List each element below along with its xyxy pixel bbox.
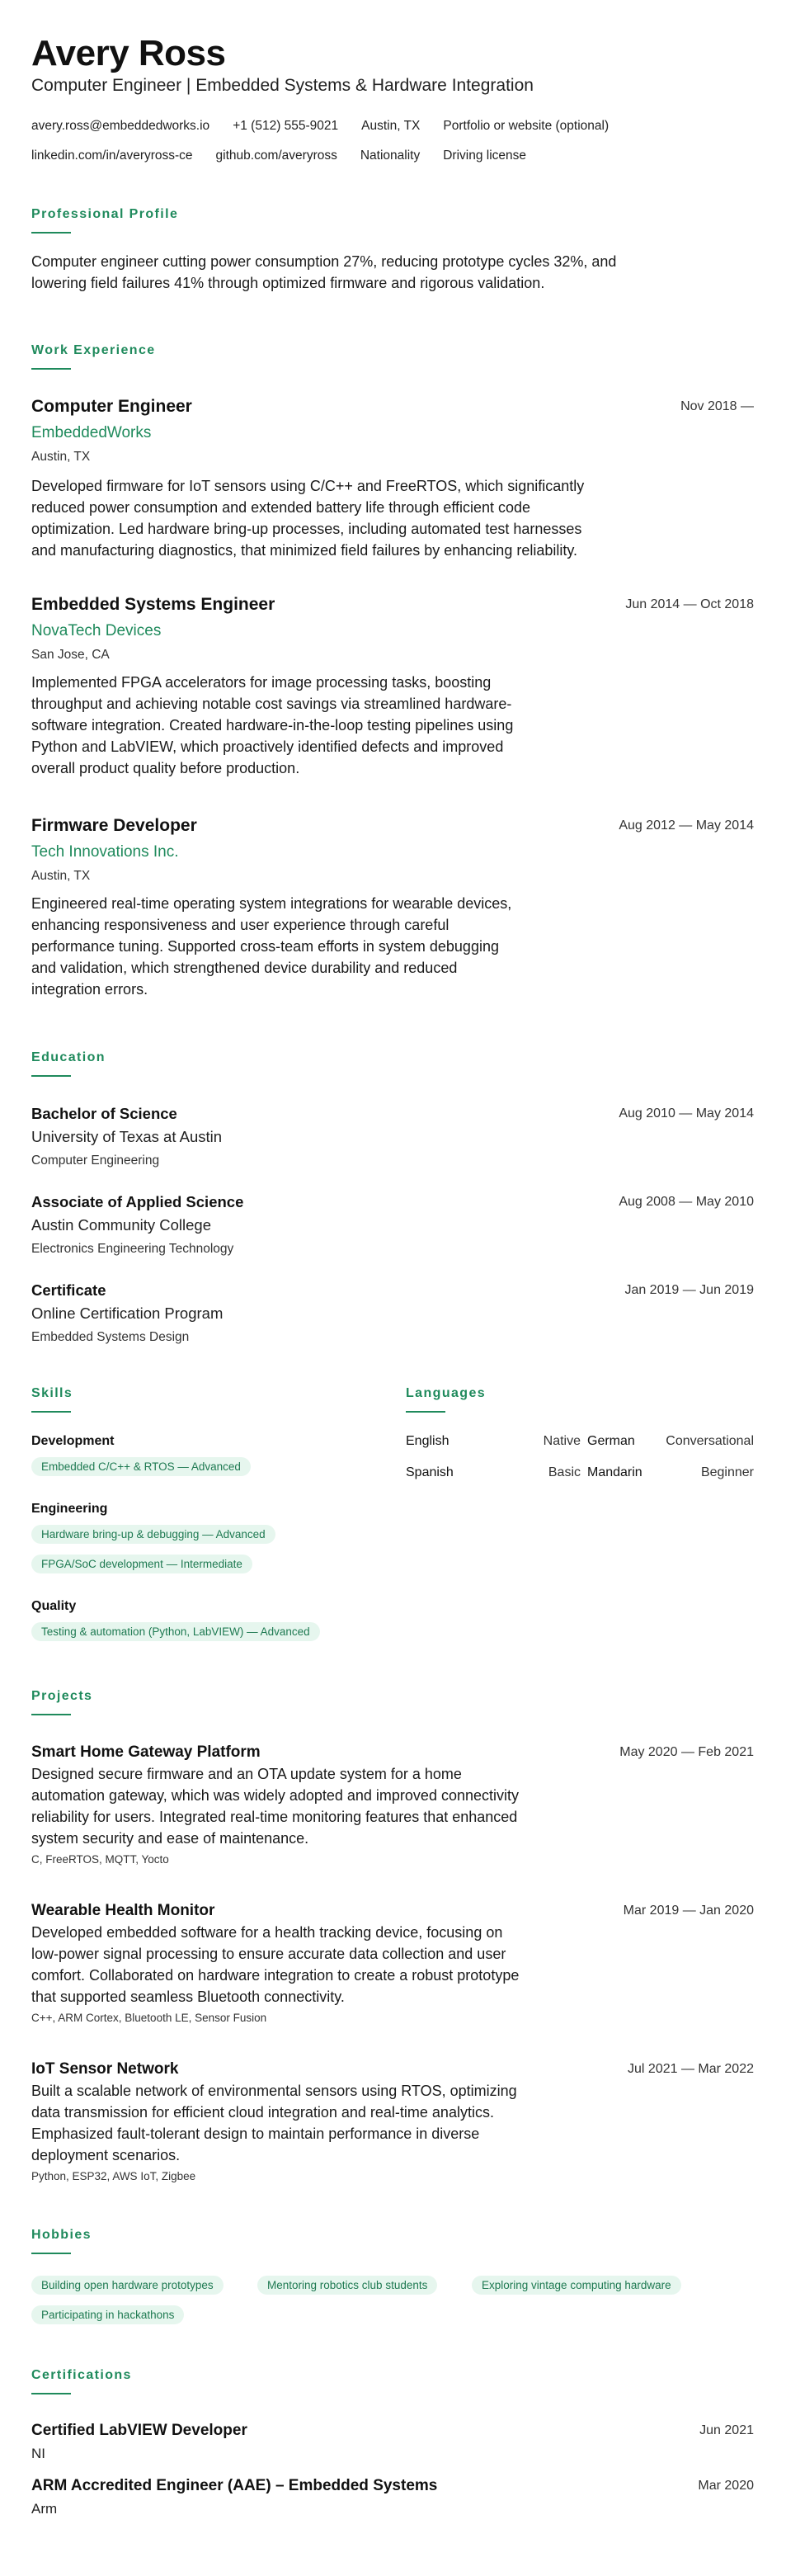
skill-tag: Testing & automation (Python, LabVIEW) — Advanced	[31, 1622, 320, 1641]
job-company: NovaTech Devices	[31, 622, 162, 639]
project-title: Smart Home Gateway Platform	[31, 1743, 261, 1761]
job-company: Tech Innovations Inc.	[31, 843, 179, 861]
hobby-tag: Participating in hackathons	[31, 2305, 184, 2324]
project-title: IoT Sensor Network	[31, 2060, 179, 2078]
location-text: Austin, TX	[361, 119, 421, 133]
project-title: Wearable Health Monitor	[31, 1902, 215, 1919]
section-title-profile: Professional Profile	[31, 207, 179, 221]
skill-tag: FPGA/SoC development — Intermediate	[31, 1555, 252, 1573]
section-title-education: Education	[31, 1050, 106, 1064]
project-dates: Jul 2021 — Mar 2022	[628, 2062, 754, 2076]
job-location: Austin, TX	[31, 869, 91, 883]
section-title-hobbies: Hobbies	[31, 2228, 92, 2242]
section-rule	[31, 2393, 71, 2394]
language-level: Beginner	[700, 1465, 754, 1479]
nationality-text: Nationality	[360, 149, 421, 163]
language-level: Conversational	[666, 1434, 754, 1448]
section-rule	[31, 368, 71, 370]
edu-degree: Associate of Applied Science	[31, 1193, 244, 1210]
job-location: Austin, TX	[31, 450, 91, 464]
edu-field: Embedded Systems Design	[31, 1330, 190, 1344]
edu-dates: Jan 2019 — Jun 2019	[624, 1283, 754, 1297]
edu-dates: Aug 2010 — May 2014	[619, 1106, 754, 1121]
cert-name: ARM Accredited Engineer (AAE) – Embedded Systems	[31, 2477, 438, 2494]
language-level: Native	[543, 1434, 581, 1448]
skill-tag: Embedded C/C++ & RTOS — Advanced	[31, 1457, 251, 1476]
phone-text: +1 (512) 555-9021	[233, 119, 339, 133]
email-link[interactable]: avery.ross@embeddedworks.io	[31, 119, 210, 133]
contact-row-1	[31, 119, 632, 134]
section-title-experience: Work Experience	[31, 343, 156, 357]
section-title-certifications: Certifications	[31, 2368, 132, 2382]
headline: Computer Engineer | Embedded Systems & Hardware Integration	[31, 76, 534, 95]
section-title-skills: Skills	[31, 1386, 73, 1400]
language-name: Mandarin	[587, 1465, 642, 1479]
job-description: Developed firmware for IoT sensors using C/C++ and FreeRTOS, which significantly reduced power consumption and extended battery life through efficient code optimization. Led hardware bring-up processes, including automated test harnesses and manufacturing diagnostics, that minimized field failures by enhancing reliability.	[31, 478, 585, 559]
driving-license-text: Driving license	[443, 149, 527, 163]
linkedin-link[interactable]: linkedin.com/in/averyross-ce	[31, 149, 193, 163]
hobby-tag: Mentoring robotics club students	[257, 2276, 437, 2295]
project-description: Built a scalable network of environmental sensors using RTOS, optimizing data transmission for efficient cloud integration and real-time analytics. Emphasized fault-tolerant design to maintain performance in diverse deployment scenarios.	[31, 2083, 517, 2163]
edu-school: Austin Community College	[31, 1216, 211, 1234]
edu-school: Online Certification Program	[31, 1305, 224, 1322]
project-description: Designed secure firmware and an OTA update system for a home automation gateway, which was widely adopted and improved connectivity reliability for users. Integrated real-time monitoring features that enhanced system security and ease of maintenance.	[31, 1766, 519, 1847]
job-location: San Jose, CA	[31, 648, 110, 662]
edu-field: Electronics Engineering Technology	[31, 1242, 234, 1256]
section-rule	[31, 1075, 71, 1077]
language-level: Basic	[548, 1465, 581, 1479]
section-rule	[406, 1411, 445, 1413]
project-tech: C++, ARM Cortex, Bluetooth LE, Sensor Fusion	[31, 2012, 267, 2024]
skill-tag: Hardware bring-up & debugging — Advanced	[31, 1525, 275, 1544]
skill-category: Development	[31, 1434, 115, 1448]
job-dates: Jun 2014 — Oct 2018	[625, 597, 754, 611]
hobby-tag: Building open hardware prototypes	[31, 2276, 224, 2295]
candidate-name: Avery Ross	[31, 33, 226, 73]
section-rule	[31, 1411, 71, 1413]
section-rule	[31, 232, 71, 234]
edu-field: Computer Engineering	[31, 1154, 160, 1168]
edu-school: University of Texas at Austin	[31, 1128, 223, 1145]
job-title: Firmware Developer	[31, 816, 197, 835]
cert-issuer: NI	[31, 2446, 45, 2461]
job-dates: Aug 2012 — May 2014	[619, 819, 754, 833]
job-description: Implemented FPGA accelerators for image processing tasks, boosting throughput and achieving notable cost savings via streamlined hardware- software integration. Created hardware-in-the-loop testing pipelines using Python and LabVIEW, which proactively identified defects and improved overall product quality before production.	[31, 674, 514, 776]
website-link[interactable]: Portfolio or website (optional)	[443, 119, 610, 133]
skill-category: Engineering	[31, 1502, 108, 1516]
section-title-languages: Languages	[406, 1386, 487, 1400]
cert-issuer: Arm	[31, 2501, 58, 2517]
project-tech: Python, ESP32, AWS IoT, Zigbee	[31, 2170, 196, 2182]
project-dates: Mar 2019 — Jan 2020	[623, 1904, 754, 1918]
section-rule	[31, 1714, 71, 1715]
project-tech: C, FreeRTOS, MQTT, Yocto	[31, 1853, 169, 1866]
cert-name: Certified LabVIEW Developer	[31, 2422, 247, 2439]
contact-row-2	[31, 149, 549, 163]
cert-date: Jun 2021	[699, 2423, 754, 2437]
job-dates: Nov 2018 —	[680, 399, 754, 413]
github-link[interactable]: github.com/averyross	[215, 149, 337, 163]
language-name: English	[406, 1434, 449, 1448]
section-rule	[31, 2253, 71, 2254]
hobby-tag: Exploring vintage computing hardware	[472, 2276, 681, 2295]
job-company: EmbeddedWorks	[31, 424, 152, 441]
edu-degree: Bachelor of Science	[31, 1105, 177, 1122]
job-description: Engineered real-time operating system integrations for wearable devices, enhancing responsiveness and user experience through careful performance tuning. Supported cross-team efforts in system debugging and validation, which strengthened device durability and reduced integration errors.	[31, 895, 512, 998]
section-title-projects: Projects	[31, 1689, 93, 1703]
project-dates: May 2020 — Feb 2021	[619, 1745, 754, 1759]
language-name: Spanish	[406, 1465, 454, 1479]
job-title: Embedded Systems Engineer	[31, 595, 275, 614]
profile-text: Computer engineer cutting power consumption 27%, reducing prototype cycles 32%, and lowering field failures 41% through optimized firmware and rigorous validation.	[31, 253, 617, 291]
edu-dates: Aug 2008 — May 2010	[619, 1195, 754, 1209]
job-title: Computer Engineer	[31, 397, 192, 416]
cert-date: Mar 2020	[698, 2479, 754, 2493]
language-name: German	[587, 1434, 635, 1448]
edu-degree: Certificate	[31, 1281, 106, 1299]
skill-category: Quality	[31, 1599, 77, 1613]
project-description: Developed embedded software for a health tracking device, focusing on low-power signal processing to ensure accurate data collection and user comfort. Collaborated on hardware integration to create a robust prototype that supported seamless Bluetooth connectivity.	[31, 1924, 520, 2005]
